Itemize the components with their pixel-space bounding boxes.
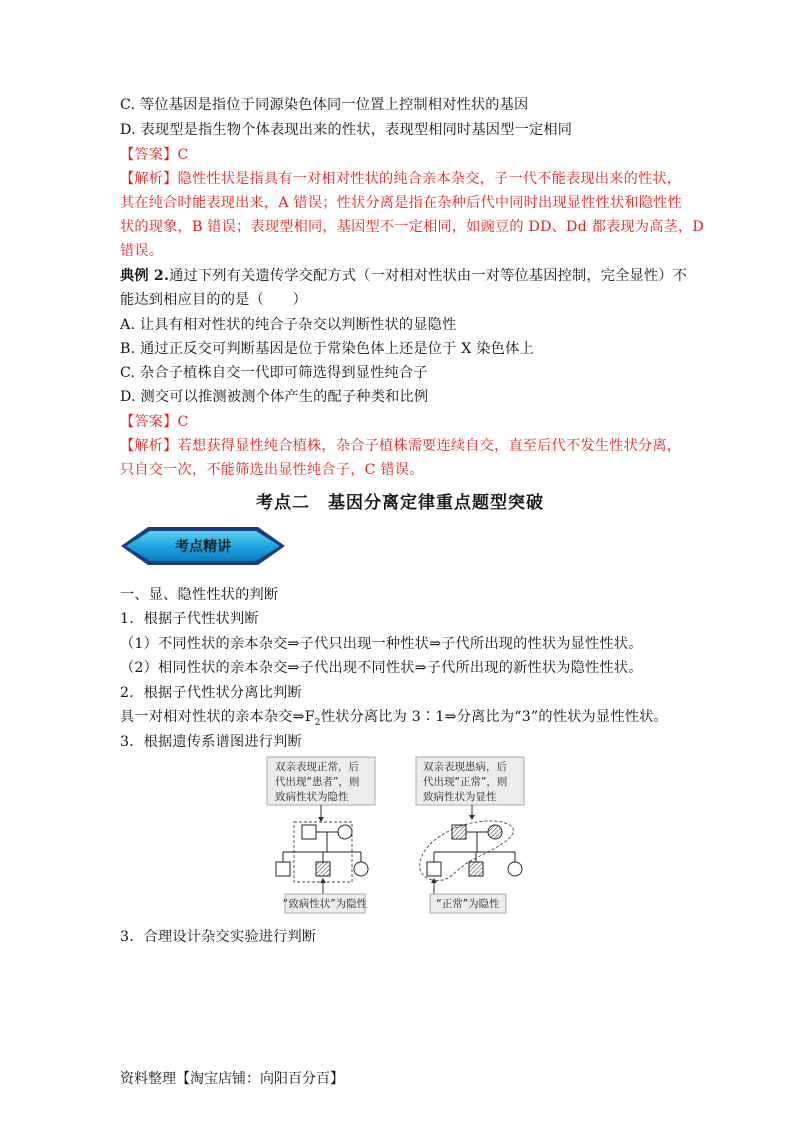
- analysis-1-line-1: 【解析】隐性性状是指具有一对相对性状的纯合亲本杂交，子一代不能表现出来的性状，: [120, 171, 682, 187]
- analysis-1-line-3: 状的现象，B 错误；表现型相同，基因型不一定相同，如豌豆的 DD、Dd 都表现为高茎，D: [120, 219, 704, 235]
- example-2-stem-line-2: 能达到相应目的的是（ ）: [120, 292, 308, 308]
- left-father-square: [302, 825, 316, 839]
- left-note-line-1: 双亲表现正常，后: [275, 761, 359, 773]
- analysis-2-line-2: 只自交一次，不能筛选出显性纯合子，C 错误。: [120, 462, 424, 478]
- right-father-square: [452, 825, 466, 839]
- right-note-line-1: 双亲表现患病，后: [423, 761, 507, 773]
- example-2-stem-line-1: [120, 264, 690, 288]
- section-title: 考点二 基因分离定律重点题型突破: [256, 493, 544, 513]
- right-bottom-label: “正常”为隐性: [436, 898, 500, 910]
- example-2-option-d: D. 测交可以推测被测个体产生的配子种类和比例: [120, 389, 429, 405]
- left-arrow-bottom-head: [320, 878, 326, 883]
- pedigree-left: [265, 755, 395, 915]
- content-method-1-1: （1）不同性状的亲本杂交⇒子代只出现一种性状⇒子代所出现的性状为显性性状。: [120, 636, 643, 652]
- answer-2: 【答案】C: [120, 414, 189, 430]
- example-2-label: 典例 2.: [120, 268, 170, 284]
- option-d-top: D. 表现型是指生物个体表现出来的性状，表现型相同时基因型一定相同: [120, 122, 573, 138]
- content-method-3b: 3．合理设计杂交实验进行判断: [120, 929, 317, 945]
- method-2-text-b: 性状分离比为 3∶1⇒分离比为“3”的性状为显性性状。: [320, 709, 668, 725]
- right-mother-circle: [488, 825, 502, 839]
- right-note-line-3: 致病性状为显性: [423, 791, 497, 803]
- left-child-3-circle: [354, 862, 368, 876]
- right-note-line-2: 代出现“正常”，则: [423, 776, 508, 788]
- example-2-stem-text: 通过下列有关遗传学交配方式（一对相对性状由一对等位基因控制，完全显性）不: [169, 268, 688, 284]
- analysis-2-line-1: 【解析】若想获得显性纯合植株，杂合子植株需要连续自交，直至后代不发生性状分离，: [120, 438, 682, 454]
- right-child-2-square: [469, 862, 483, 876]
- badge-label: 考点精讲: [175, 539, 231, 555]
- section-badge: [118, 524, 288, 568]
- left-mother-circle: [338, 825, 352, 839]
- pedigree-right: [412, 755, 537, 915]
- analysis-1-line-4: 错误。: [120, 243, 164, 259]
- content-method-2: 2．根据子代性状分离比判断: [120, 685, 302, 701]
- right-arrow-top-head: [469, 815, 475, 820]
- analysis-1-line-2: 其在纯合时能表现出来，A 错误；性状分离是指在杂种后代中同时出现显性性状和隐性性: [120, 195, 682, 211]
- content-method-1: 1．根据子代性状判断: [120, 611, 259, 627]
- example-2-option-a: A. 让具有相对性状的纯合子杂交以判断性状的显隐性: [120, 317, 457, 333]
- left-child-1-square: [276, 862, 290, 876]
- right-normal-child-square: [427, 862, 441, 876]
- example-2-option-c: C. 杂合子植株自交一代即可筛选得到显性纯合子: [120, 365, 428, 381]
- content-method-1-2: （2）相同性状的亲本杂交⇒子代出现不同性状⇒子代所出现的新性状为隐性性状。: [120, 660, 643, 676]
- page-footer: 资料整理【淘宝店铺：向阳百分百】: [120, 1071, 344, 1087]
- content-heading-1: 一、显、隐性性状的判断: [120, 587, 279, 603]
- method-2-text-a: 具一对相对性状的亲本杂交⇒F: [120, 709, 315, 725]
- left-arrow-top-head: [318, 817, 324, 822]
- left-note-line-3: 致病性状为隐性: [275, 791, 349, 803]
- option-c-top: C. 等位基因是指位于同源染色体同一位置上控制相对性状的基因: [120, 97, 529, 113]
- left-note-line-2: 代出现“患者”，则: [275, 776, 360, 788]
- method-2-subscript: 2: [314, 717, 321, 728]
- content-method-3: 3．根据遗传系谱图进行判断: [120, 734, 302, 750]
- answer-1: 【答案】C: [120, 147, 189, 163]
- right-child-3-circle: [508, 862, 522, 876]
- left-affected-child-square: [316, 862, 330, 876]
- left-bottom-label: “致病性状”为隐性: [282, 898, 368, 910]
- example-2-option-b: B. 通过正反交可判断基因是位于常染色体上还是位于 X 染色体上: [120, 341, 534, 357]
